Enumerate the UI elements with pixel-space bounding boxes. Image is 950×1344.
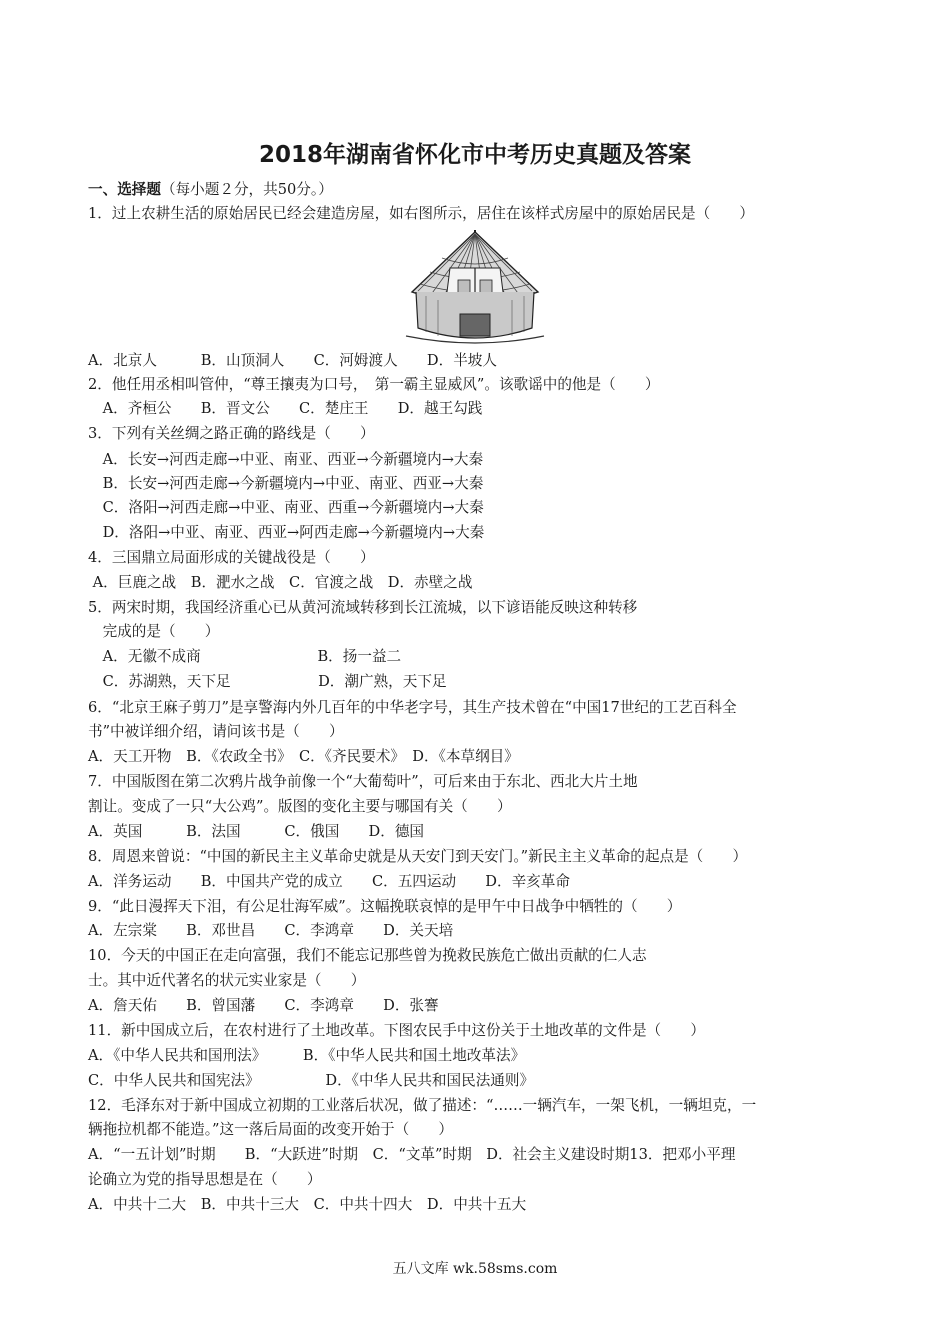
question-line: 8．周恩来曾说：“中国的新民主主义革命史就是从天安门到天安门。”新民主主义革命的起点是（ ） <box>88 848 748 865</box>
hut-illustration <box>402 228 548 346</box>
question-line: 9．“此日漫挥天下泪，有公足壮海军威”。这幅挽联哀悼的是甲午中日战争中牺牲的（ ） <box>88 898 682 915</box>
options-line: C．洛阳→河西走廊→中亚、南亚、西重→今新疆境内→大秦 <box>88 499 484 516</box>
options-line: A．长安→河西走廊→中亚、南亚、西亚→今新疆境内→大秦 <box>88 451 484 468</box>
question-line: 10．今天的中国正在走向富强，我们不能忘记那些曾为挽救民族危亡做出贡献的仁人志 <box>88 947 647 964</box>
options-line: C．苏湖熟，天下足 D．潮广熟，天下足 <box>88 673 447 690</box>
question-line: 11．新中国成立后，在农村进行了土地改革。下图农民手中这份关于土地改革的文件是（ ） <box>88 1022 705 1039</box>
question-line: 论确立为党的指导思想是在（ ） <box>88 1171 322 1188</box>
question-line: 2．他任用丞相叫管仲，“尊王攘夷为口号， 第一霸主显威风”。该歌谣中的他是（ ） <box>88 376 660 393</box>
footer-watermark: 五八文库 wk.58sms.com <box>392 1261 558 1277</box>
options-line: A．天工开物 B．《农政全书》 C．《齐民要术》 D．《本草纲目》 <box>88 748 519 765</box>
page-title: 2018年湖南省怀化市中考历史真题及答案 <box>258 142 691 168</box>
question-line: 3．下列有关丝绸之路正确的路线是（ ） <box>88 425 375 442</box>
options-line: A．英国 B．法国 C．俄国 D．德国 <box>88 823 425 840</box>
question-line: 1．过上农耕生活的原始居民已经会建造房屋，如右图所示，居住在该样式房屋中的原始居民是（ ） <box>88 205 755 222</box>
options-line: A．无徽不成商 B．扬一益二 <box>88 648 402 665</box>
options-line: A．北京人 B．山顶洞人 C．河姆渡人 D．半坡人 <box>88 352 497 369</box>
question-line: 12．毛泽东对于新中国成立初期的工业落后状况，做了描述：“……一辆汽车，一架飞机，一辆坦克，一 <box>88 1097 757 1114</box>
options-line: B．长安→河西走廊→今新疆境内→中亚、南亚、西亚→大秦 <box>88 475 484 492</box>
question-line: 完成的是（ ） <box>88 623 220 640</box>
question-line: 士。其中近代著名的状元实业家是（ ） <box>88 972 366 989</box>
options-line: A．巨鹿之战 B．淝水之战 C．官渡之战 D．赤壁之战 <box>88 574 473 591</box>
options-line: D．洛阳→中亚、南亚、西亚→阿西走廊→今新疆境内→大秦 <box>88 524 485 541</box>
question-line: 割让。变成了一只“大公鸡”。版图的变化主要与哪国有关（ ） <box>88 798 512 815</box>
section-heading: 一、选择题 <box>88 181 161 198</box>
section-note: （每小题２分，共50分。） <box>160 181 333 198</box>
question-line: 5．两宋时期，我国经济重心已从黄河流域转移到长江流城，以下谚语能反映这种转移 <box>88 599 638 616</box>
options-line: A．詹天佑 B．曾国藩 C．李鸿章 D．张謇 <box>88 997 439 1014</box>
options-line: A．齐桓公 B．晋文公 C．楚庄王 D．越王勾践 <box>88 400 483 417</box>
options-line: A．“一五计划”时期 B．“大跃进”时期 C．“文革”时期 D．社会主义建设时期13．把邓小平理 <box>88 1146 736 1163</box>
question-line: 书”中被详细介绍，请问该书是（ ） <box>88 723 344 740</box>
options-line: A．《中华人民共和国刑法》 B．《中华人民共和国土地改革法》 <box>88 1047 526 1064</box>
question-line: 4．三国鼎立局面形成的关键战役是（ ） <box>88 549 375 566</box>
options-line: A．洋务运动 B．中国共产党的成立 C．五四运动 D．辛亥革命 <box>88 873 570 890</box>
options-line: A．左宗棠 B．邓世昌 C．李鸿章 D．关天培 <box>88 922 454 939</box>
question-line: 7．中国版图在第二次鸦片战争前像一个“大葡萄叶”，可后来由于东北、西北大片土地 <box>88 773 638 790</box>
question-line: 辆拖拉机都不能造。”这一落后局面的改变开始于（ ） <box>88 1121 454 1138</box>
options-line: A．中共十二大 B．中共十三大 C．中共十四大 D．中共十五大 <box>88 1196 527 1213</box>
question-line: 6．“北京王麻子剪刀”是享警海内外几百年的中华老字号，其生产技术曾在“中国17世纪的工艺百科全 <box>88 699 737 716</box>
section-heading-line <box>88 180 333 200</box>
options-line: C．中华人民共和国宪法》 D．《中华人民共和国民法通则》 <box>88 1072 535 1089</box>
